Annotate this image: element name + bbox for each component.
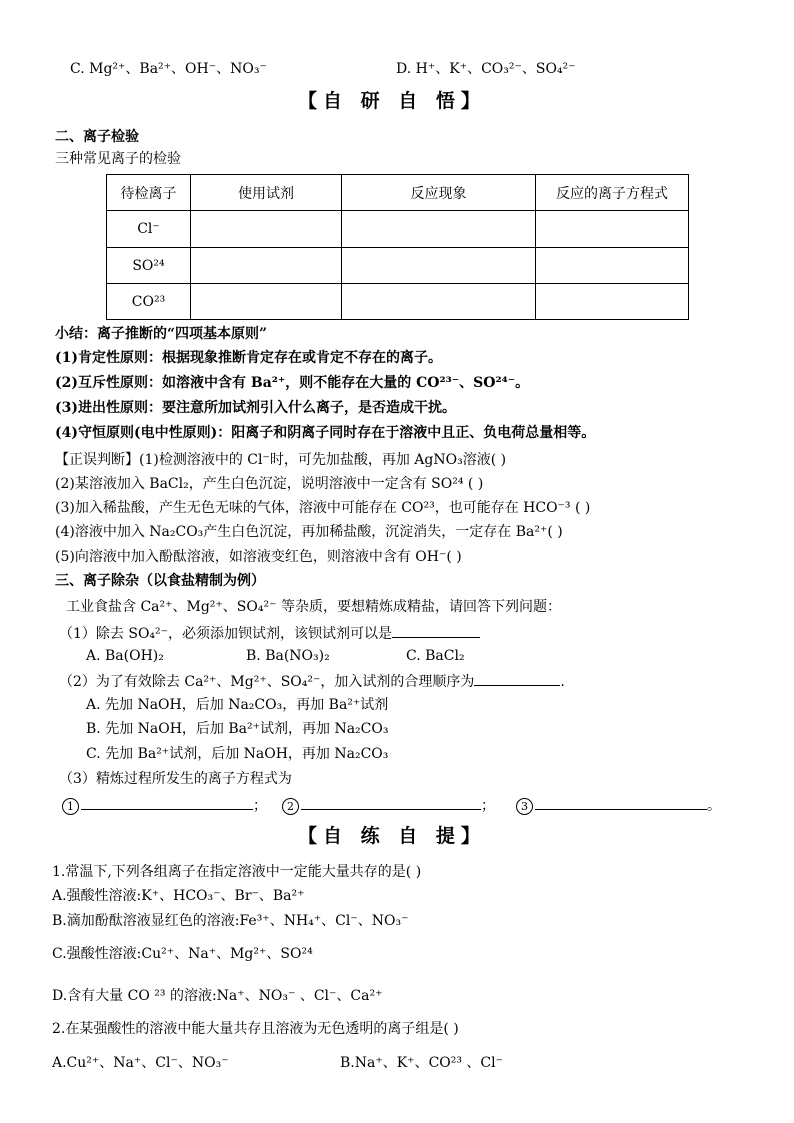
col-header-ion: 待检离子 — [107, 175, 191, 211]
reagent-cell[interactable] — [191, 284, 342, 320]
semicolon: ； — [253, 798, 267, 814]
q2-option-c: C. 先加 Ba²⁺试剂，后加 NaOH，再加 Na₂CO₃ — [86, 746, 389, 762]
table-header-row — [107, 175, 689, 211]
equation-cell[interactable] — [536, 248, 689, 284]
col-header-equation: 反应的离子方程式 — [536, 175, 689, 211]
ion-cell: CO²³ — [107, 284, 191, 320]
answer-blank[interactable] — [474, 671, 560, 686]
section-heading-practice: 【自 练 自 提】 — [298, 825, 486, 847]
period: 。 — [707, 798, 721, 814]
table-row — [107, 211, 689, 248]
phenomenon-cell[interactable] — [342, 211, 536, 248]
section-title-impurity: 三、离子除杂（以食盐精制为例） — [55, 573, 265, 589]
q2-option-a: A. 先加 NaOH，后加 Na₂CO₃，再加 Ba²⁺试剂 — [86, 697, 389, 713]
question-2-dot: . — [560, 674, 565, 690]
principle-3: (3)进出性原则：要注意所加试剂引入什么离子，是否造成干扰。 — [55, 400, 456, 416]
table-row — [107, 284, 689, 320]
judge-3: (3)加入稀盐酸，产生无色无味的气体，溶液中可能存在 CO²³，也可能存在 HCO⁻³ ( ) — [55, 500, 591, 516]
equation-blank-2 — [282, 795, 495, 815]
table-row — [107, 248, 689, 284]
judge-4: (4)溶液中加入 Na₂CO₃产生白色沉淀，再加稀盐酸，沉淀消失，一定存在 Ba²⁺( ) — [55, 524, 563, 540]
reagent-cell[interactable] — [191, 211, 342, 248]
ion-cell: Cl⁻ — [107, 211, 191, 248]
impurity-intro: 工业食盐含 Ca²⁺、Mg²⁺、SO₄²⁻ 等杂质，要想精炼成精盐，请回答下列问题： — [66, 599, 561, 615]
judge-1: 【正误判断】(1)检测溶液中的 Cl⁻时，可先加盐酸，再加 AgNO₃溶液( ) — [55, 452, 507, 468]
practice-q1-option-a: A.强酸性溶液:K⁺、HCO₃⁻、Br⁻、Ba²⁺ — [52, 888, 305, 904]
practice-q2-option-a: A.Cu²⁺、Na⁺、Cl⁻、NO₃⁻ — [52, 1055, 229, 1071]
practice-question-2: 2.在某强酸性的溶液中能大量共存且溶液为无色透明的离子组是( ) — [52, 1021, 459, 1037]
equation-blank-1 — [62, 795, 267, 815]
reagent-cell[interactable] — [191, 248, 342, 284]
equation-blank-3 — [516, 795, 721, 815]
question-3: （3）精炼过程所发生的离子方程式为 — [59, 771, 292, 787]
col-header-phenomenon: 反应现象 — [342, 175, 536, 211]
circled-number-3: 3 — [516, 798, 533, 815]
judge-2: (2)某溶液加入 BaCl₂，产生白色沉淀，说明溶液中一定含有 SO²⁴ ( ) — [55, 476, 484, 492]
option-c: C. Mg²⁺、Ba²⁺、OH⁻、NO₃⁻ — [70, 61, 267, 77]
principle-1: (1)肯定性原则：根据现象推断肯定存在或肯定不存在的离子。 — [55, 350, 442, 366]
phenomenon-cell[interactable] — [342, 284, 536, 320]
ion-test-table — [106, 174, 689, 320]
answer-blank[interactable] — [535, 795, 707, 810]
phenomenon-cell[interactable] — [342, 248, 536, 284]
question-2 — [59, 671, 565, 691]
practice-q1-option-b: B.滴加酚酞溶液显红色的溶液:Fe³⁺、NH₄⁺、Cl⁻、NO₃⁻ — [52, 913, 409, 929]
judge-5: (5)向溶液中加入酚酞溶液，如溶液变红色，则溶液中含有 OH⁻( ) — [55, 549, 462, 565]
equation-cell[interactable] — [536, 284, 689, 320]
ion-cell: SO²⁴ — [107, 248, 191, 284]
semicolon: ； — [481, 798, 495, 814]
option-d: D. H⁺、K⁺、CO₃²⁻、SO₄²⁻ — [396, 61, 576, 77]
answer-blank[interactable] — [392, 623, 480, 638]
practice-q2-option-b: B.Na⁺、K⁺、CO²³ 、Cl⁻ — [340, 1055, 504, 1071]
summary-title: 小结：离子推断的“四项基本原则” — [55, 326, 268, 342]
answer-blank[interactable] — [81, 795, 253, 810]
section-subtitle: 三种常见离子的检验 — [55, 151, 181, 167]
circled-number-1: 1 — [62, 798, 79, 815]
section-title-ion-test: 二、离子检验 — [55, 129, 139, 145]
equation-cell[interactable] — [536, 211, 689, 248]
circled-number-2: 2 — [282, 798, 299, 815]
question-1-text: （1）除去 SO₄²⁻，必须添加钡试剂，该钡试剂可以是 — [59, 626, 393, 642]
q1-option-b: B. Ba(NO₃)₂ — [246, 648, 330, 664]
q1-option-a: A. Ba(OH)₂ — [86, 648, 164, 664]
question-2-text: （2）为了有效除去 Ca²⁺、Mg²⁺、SO₄²⁻，加入试剂的合理顺序为 — [59, 674, 475, 690]
principle-4: (4)守恒原则(电中性原则)：阳离子和阴离子同时存在于溶液中且正、负电荷总量相等。 — [55, 425, 596, 441]
col-header-reagent: 使用试剂 — [191, 175, 342, 211]
practice-q1-option-d: D.含有大量 CO ²³ 的溶液:Na⁺、NO₃⁻ 、Cl⁻、Ca²⁺ — [52, 988, 383, 1004]
answer-blank[interactable] — [301, 795, 481, 810]
practice-question-1: 1.常温下,下列各组离子在指定溶液中一定能大量共存的是( ) — [52, 864, 422, 880]
practice-q1-option-c: C.强酸性溶液:Cu²⁺、Na⁺、Mg²⁺、SO²⁴ — [52, 946, 313, 962]
question-1 — [59, 623, 480, 643]
principle-2: (2)互斥性原则：如溶液中含有 Ba²⁺，则不能存在大量的 CO²³⁻、SO²⁴⁻。 — [55, 375, 530, 391]
q2-option-b: B. 先加 NaOH，后加 Ba²⁺试剂，再加 Na₂CO₃ — [86, 721, 389, 737]
section-heading-self-study: 【自 研 自 悟】 — [298, 90, 486, 112]
q1-option-c: C. BaCl₂ — [406, 648, 465, 664]
